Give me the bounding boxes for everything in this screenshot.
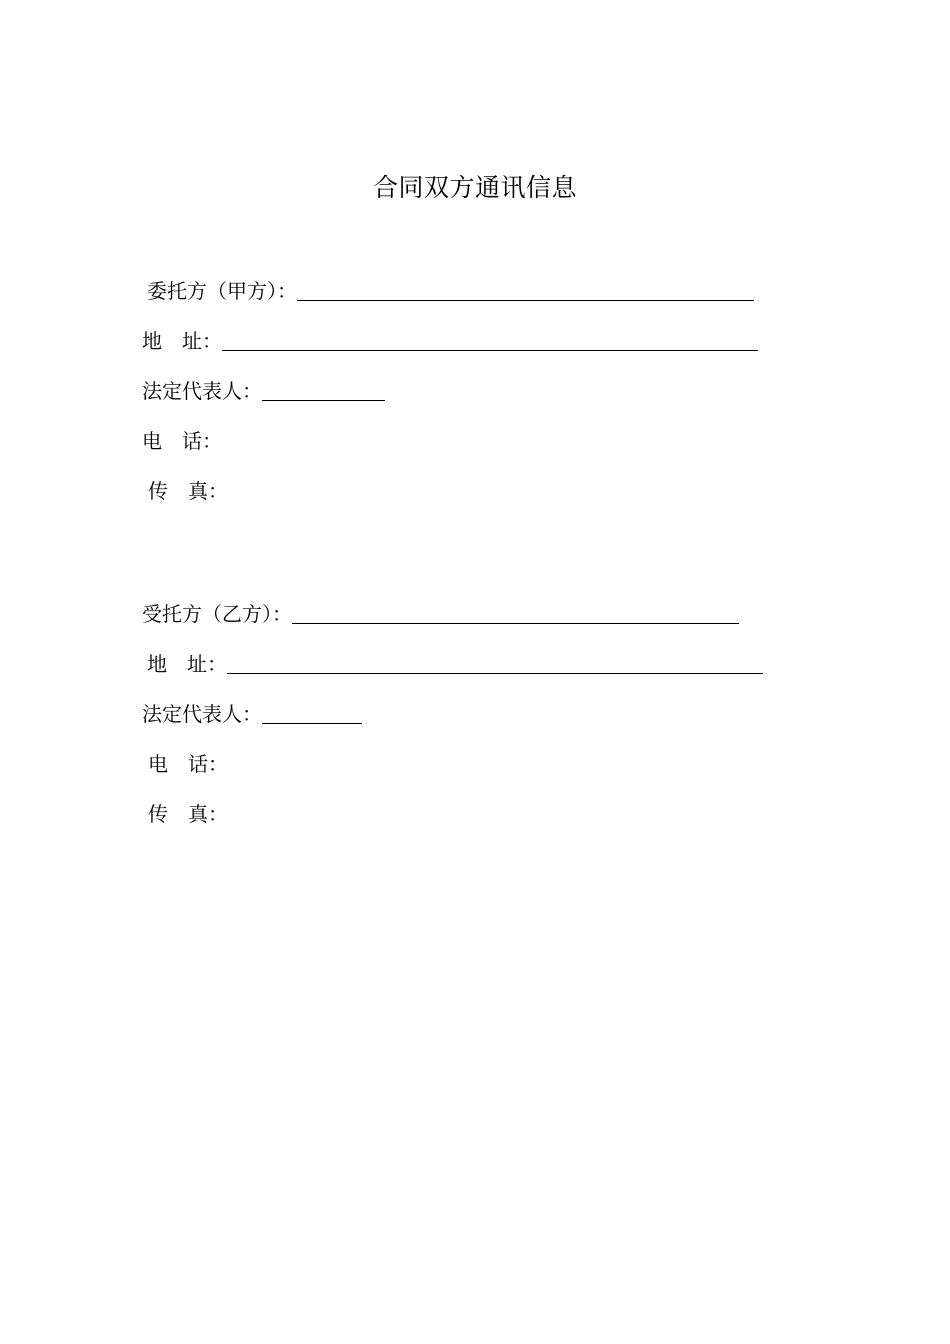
- party-a-address-blank[interactable]: [222, 328, 758, 351]
- party-b-address-blank[interactable]: [227, 651, 763, 674]
- party-a-name-blank[interactable]: [297, 278, 754, 301]
- party-b-fax-label: 传 真：: [148, 802, 228, 826]
- party-b-representative-field: [142, 697, 362, 727]
- party-a-representative-field: [142, 374, 385, 404]
- party-b-fax-field: [148, 797, 228, 827]
- party-a-address-label: 地 址：: [142, 329, 222, 353]
- party-a-fax-field: [148, 474, 228, 504]
- party-a-name-field: [147, 274, 754, 304]
- party-a-fax-label: 传 真：: [148, 479, 228, 503]
- party-b-representative-label: 法定代表人：: [142, 702, 262, 726]
- party-a-representative-blank[interactable]: [262, 378, 385, 401]
- party-b-name-label: 受托方（乙方）：: [142, 602, 292, 626]
- party-b-address-field: [147, 647, 763, 677]
- party-a-name-label: 委托方（甲方）：: [147, 279, 297, 303]
- party-a-phone-label: 电 话：: [142, 429, 222, 453]
- party-b-phone-field: [148, 747, 228, 777]
- party-a-phone-field: [142, 424, 222, 454]
- party-b-name-blank[interactable]: [292, 601, 739, 624]
- party-b-representative-blank[interactable]: [262, 701, 362, 724]
- party-a-address-field: [142, 324, 758, 354]
- party-b-phone-label: 电 话：: [148, 752, 228, 776]
- party-b-address-label: 地 址：: [147, 652, 227, 676]
- party-a-representative-label: 法定代表人：: [142, 379, 262, 403]
- document-title: 合同双方通讯信息: [372, 173, 577, 202]
- party-b-name-field: [142, 597, 739, 627]
